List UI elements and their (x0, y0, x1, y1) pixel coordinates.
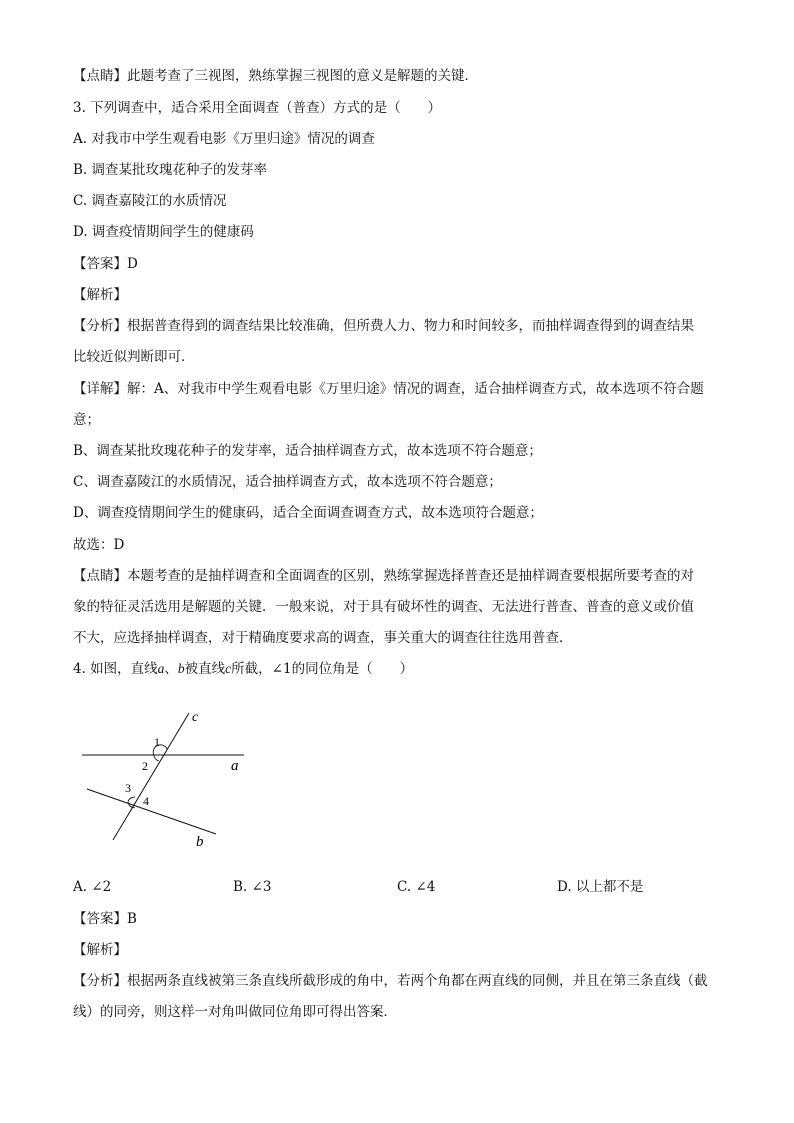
question-4-stem (73, 659, 413, 679)
q4-line-b: b (177, 661, 185, 676)
q4-mid: 被直线 (184, 661, 226, 677)
q4-pre: 4. 如图，直线 (73, 661, 158, 677)
xiangjie-3-line5: D、调查疫情期间学生的健康码，适合全面调查调查方式，故本选项符合题意； (73, 505, 543, 521)
label-angle-2: 2 (142, 759, 148, 773)
question-3-option-c: C. 调查嘉陵江的水质情况 (73, 193, 227, 209)
angle-3-arc (128, 797, 135, 801)
xiangjie-3-line4: C、调查嘉陵江的水质情况，适合抽样调查方式，故本选项不符合题意； (73, 474, 502, 490)
dianjing-3-line2: 象的特征灵活选用是解题的关键．一般来说，对于具有破坏性的调查、无法进行普查、普查的意义或价值 (73, 599, 694, 615)
fenxi-3-line1: 【分析】根据普查得到的调查结果比较准确，但所费人力、物力和时间较多，而抽样调查得到的调查结果 (73, 318, 694, 334)
xiangjie-3-line3: B、调查某批玫瑰花种子的发芽率，适合抽样调查方式，故本选项不符合题意； (73, 443, 542, 459)
dianjing-3-line3: 不大，应选择抽样调查，对于精确度要求高的调查，事关重大的调查往往选用普查． (73, 630, 573, 646)
label-c: c (192, 710, 199, 725)
label-angle-3: 3 (125, 781, 131, 795)
q4-post: 所截，∠1的同位角是（ ） (231, 661, 414, 677)
q4-line-c: c (225, 661, 232, 676)
label-a: a (231, 758, 239, 774)
fenxi-3-line2: 比较近似判断即可． (73, 349, 195, 365)
answer-4: 【答案】B (73, 911, 137, 927)
dianjing-3-line1: 【点睛】本题考查的是抽样调查和全面调查的区别，熟练掌握选择普查还是抽样调查要根据所要考查的对 (73, 568, 694, 584)
question-3-option-d: D. 调查疫情期间学生的健康码 (73, 224, 254, 240)
label-angle-1: 1 (154, 735, 160, 749)
analysis-heading-4: 【解析】 (73, 942, 127, 958)
xiangjie-3-line1: 【详解】解：A、对我市中学生观看电影《万里归途》情况的调查，适合抽样调查方式，故本选项不符合题 (73, 381, 704, 397)
question-3-option-a: A. 对我市中学生观看电影《万里归途》情况的调查 (73, 131, 375, 147)
question-4-option-c: C. ∠4 (397, 879, 436, 895)
label-b: b (196, 834, 204, 850)
question-3-option-b: B. 调查某批玫瑰花种子的发芽率 (73, 162, 268, 178)
question-4-option-d: D. 以上都不是 (557, 879, 644, 895)
question-4-option-b: B. ∠3 (233, 879, 272, 895)
dianjing-q2: 【点睛】此题考查了三视图，熟练掌握三视图的意义是解题的关键． (73, 68, 478, 84)
question-3-stem: 3. 下列调查中，适合采用全面调查（普查）方式的是（ ） (73, 100, 442, 116)
q4-line-a: a (157, 661, 165, 676)
analysis-heading-3: 【解析】 (73, 287, 127, 303)
xiangjie-3-line2: 意； (73, 412, 100, 428)
answer-3: 【答案】D (73, 256, 138, 272)
question-4-option-a: A. ∠2 (73, 879, 112, 895)
q4-sep: 、 (164, 661, 178, 677)
fenxi-4-line2: 线）的同旁，则这样一对角叫做同位角即可得出答案． (73, 1004, 397, 1020)
line-b (87, 789, 216, 834)
guxuan-3: 故选：D (73, 537, 125, 553)
label-angle-4: 4 (143, 794, 149, 808)
fenxi-4-line1: 【分析】根据两条直线被第三条直线所截形成的角中，若两个角都在两直线的同侧，并且在第三条直线（截 (73, 973, 708, 989)
angle-2-arc (154, 755, 159, 761)
parallel-lines-figure (76, 703, 256, 855)
